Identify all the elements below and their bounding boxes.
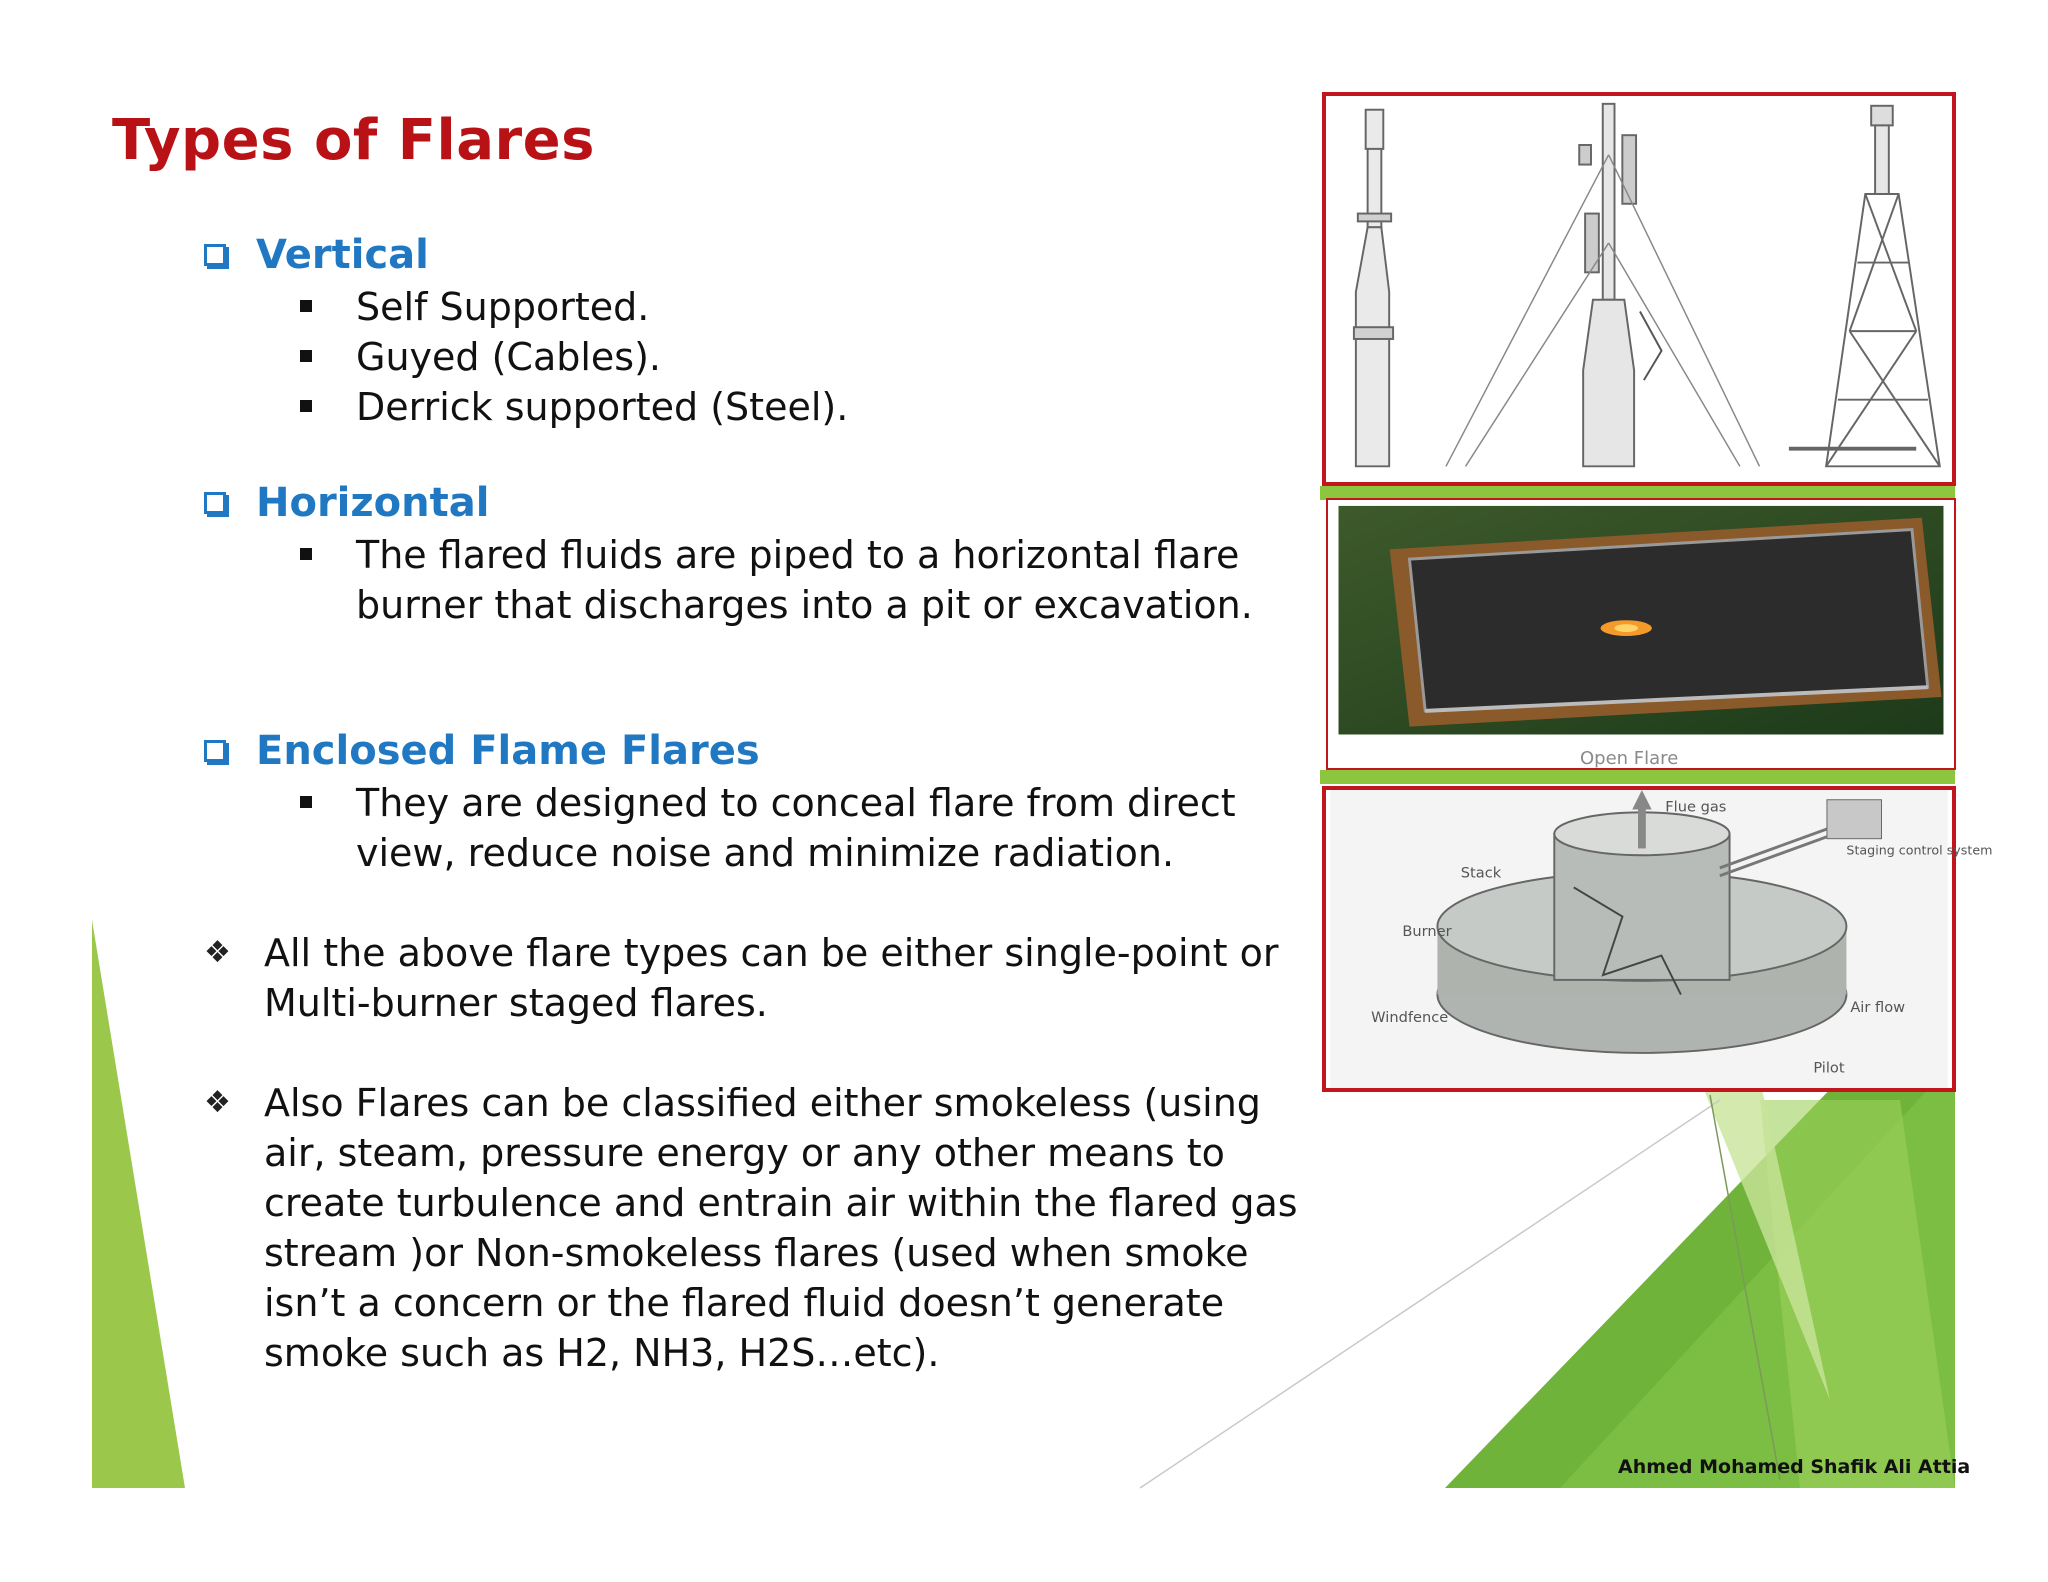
square-bullet-icon [300, 400, 312, 412]
list-item-text: Self Supported. [356, 285, 650, 329]
slide-title: Types of Flares [112, 108, 595, 173]
section-heading-label: Vertical [256, 232, 429, 278]
label-pilot: Pilot [1813, 1059, 1845, 1077]
checkbox-bullet-icon [204, 244, 226, 266]
note-text: Also Flares can be classified either smokeless (using air, steam, pressure energy or any other means to create turbulence and entrain air within the flared gas stream )or Non-smokeless flares (used when smoke isn’t a concern or the flared fluid doesn’t generate smoke such as H2, NH3, H2S…etc). [264, 1081, 1298, 1375]
diamond-bullet-icon: ❖ [204, 935, 231, 970]
square-bullet-icon [300, 548, 312, 560]
list-item-text: The flared fluids are piped to a horizontal flare burner that discharges into a pit or excavation. [356, 533, 1253, 627]
enclosed-flare-cutaway-drawing [1326, 790, 1993, 1088]
label-windfence: Windfence [1371, 1008, 1449, 1026]
section-heading-enclosed [204, 728, 760, 774]
enclosed-flare-diagram [1322, 786, 1993, 1092]
flare-stacks-drawing [1326, 96, 1952, 482]
square-bullet-icon [300, 300, 312, 312]
left-green-triangle [92, 920, 185, 1488]
open-flare-pit-drawing [1328, 500, 1954, 768]
author-credit: Ahmed Mohamed Shafik Ali Attia [1618, 1456, 1971, 1478]
vertical-flares-image [1322, 92, 1956, 486]
label-burner: Burner [1402, 923, 1452, 941]
green-strip-2 [1320, 770, 1955, 784]
diamond-bullet-icon: ❖ [204, 1085, 231, 1120]
list-item-text: Guyed (Cables). [356, 335, 662, 379]
checkbox-bullet-icon [204, 492, 226, 514]
image-caption: Open Flare [1580, 748, 1679, 769]
list-item-text: Derrick supported (Steel). [356, 385, 849, 429]
label-staging: Staging control system [1846, 842, 1993, 858]
label-flue-gas: Flue gas [1665, 798, 1727, 816]
list-item-text: They are designed to conceal flare from direct view, reduce noise and minimize radiation. [356, 781, 1236, 875]
label-air-flow: Air flow [1850, 999, 1906, 1017]
square-bullet-icon [300, 796, 312, 808]
section-heading-label: Horizontal [256, 480, 490, 526]
label-stack: Stack [1460, 864, 1502, 882]
section-heading-vertical [204, 232, 429, 278]
note-text: All the above flare types can be either single-point or Multi-burner staged flares. [264, 931, 1279, 1025]
horizontal-flare-photo [1326, 498, 1956, 770]
checkbox-bullet-icon [204, 740, 226, 762]
square-bullet-icon [300, 350, 312, 362]
section-heading-label: Enclosed Flame Flares [256, 728, 760, 774]
section-heading-horizontal [204, 480, 489, 526]
